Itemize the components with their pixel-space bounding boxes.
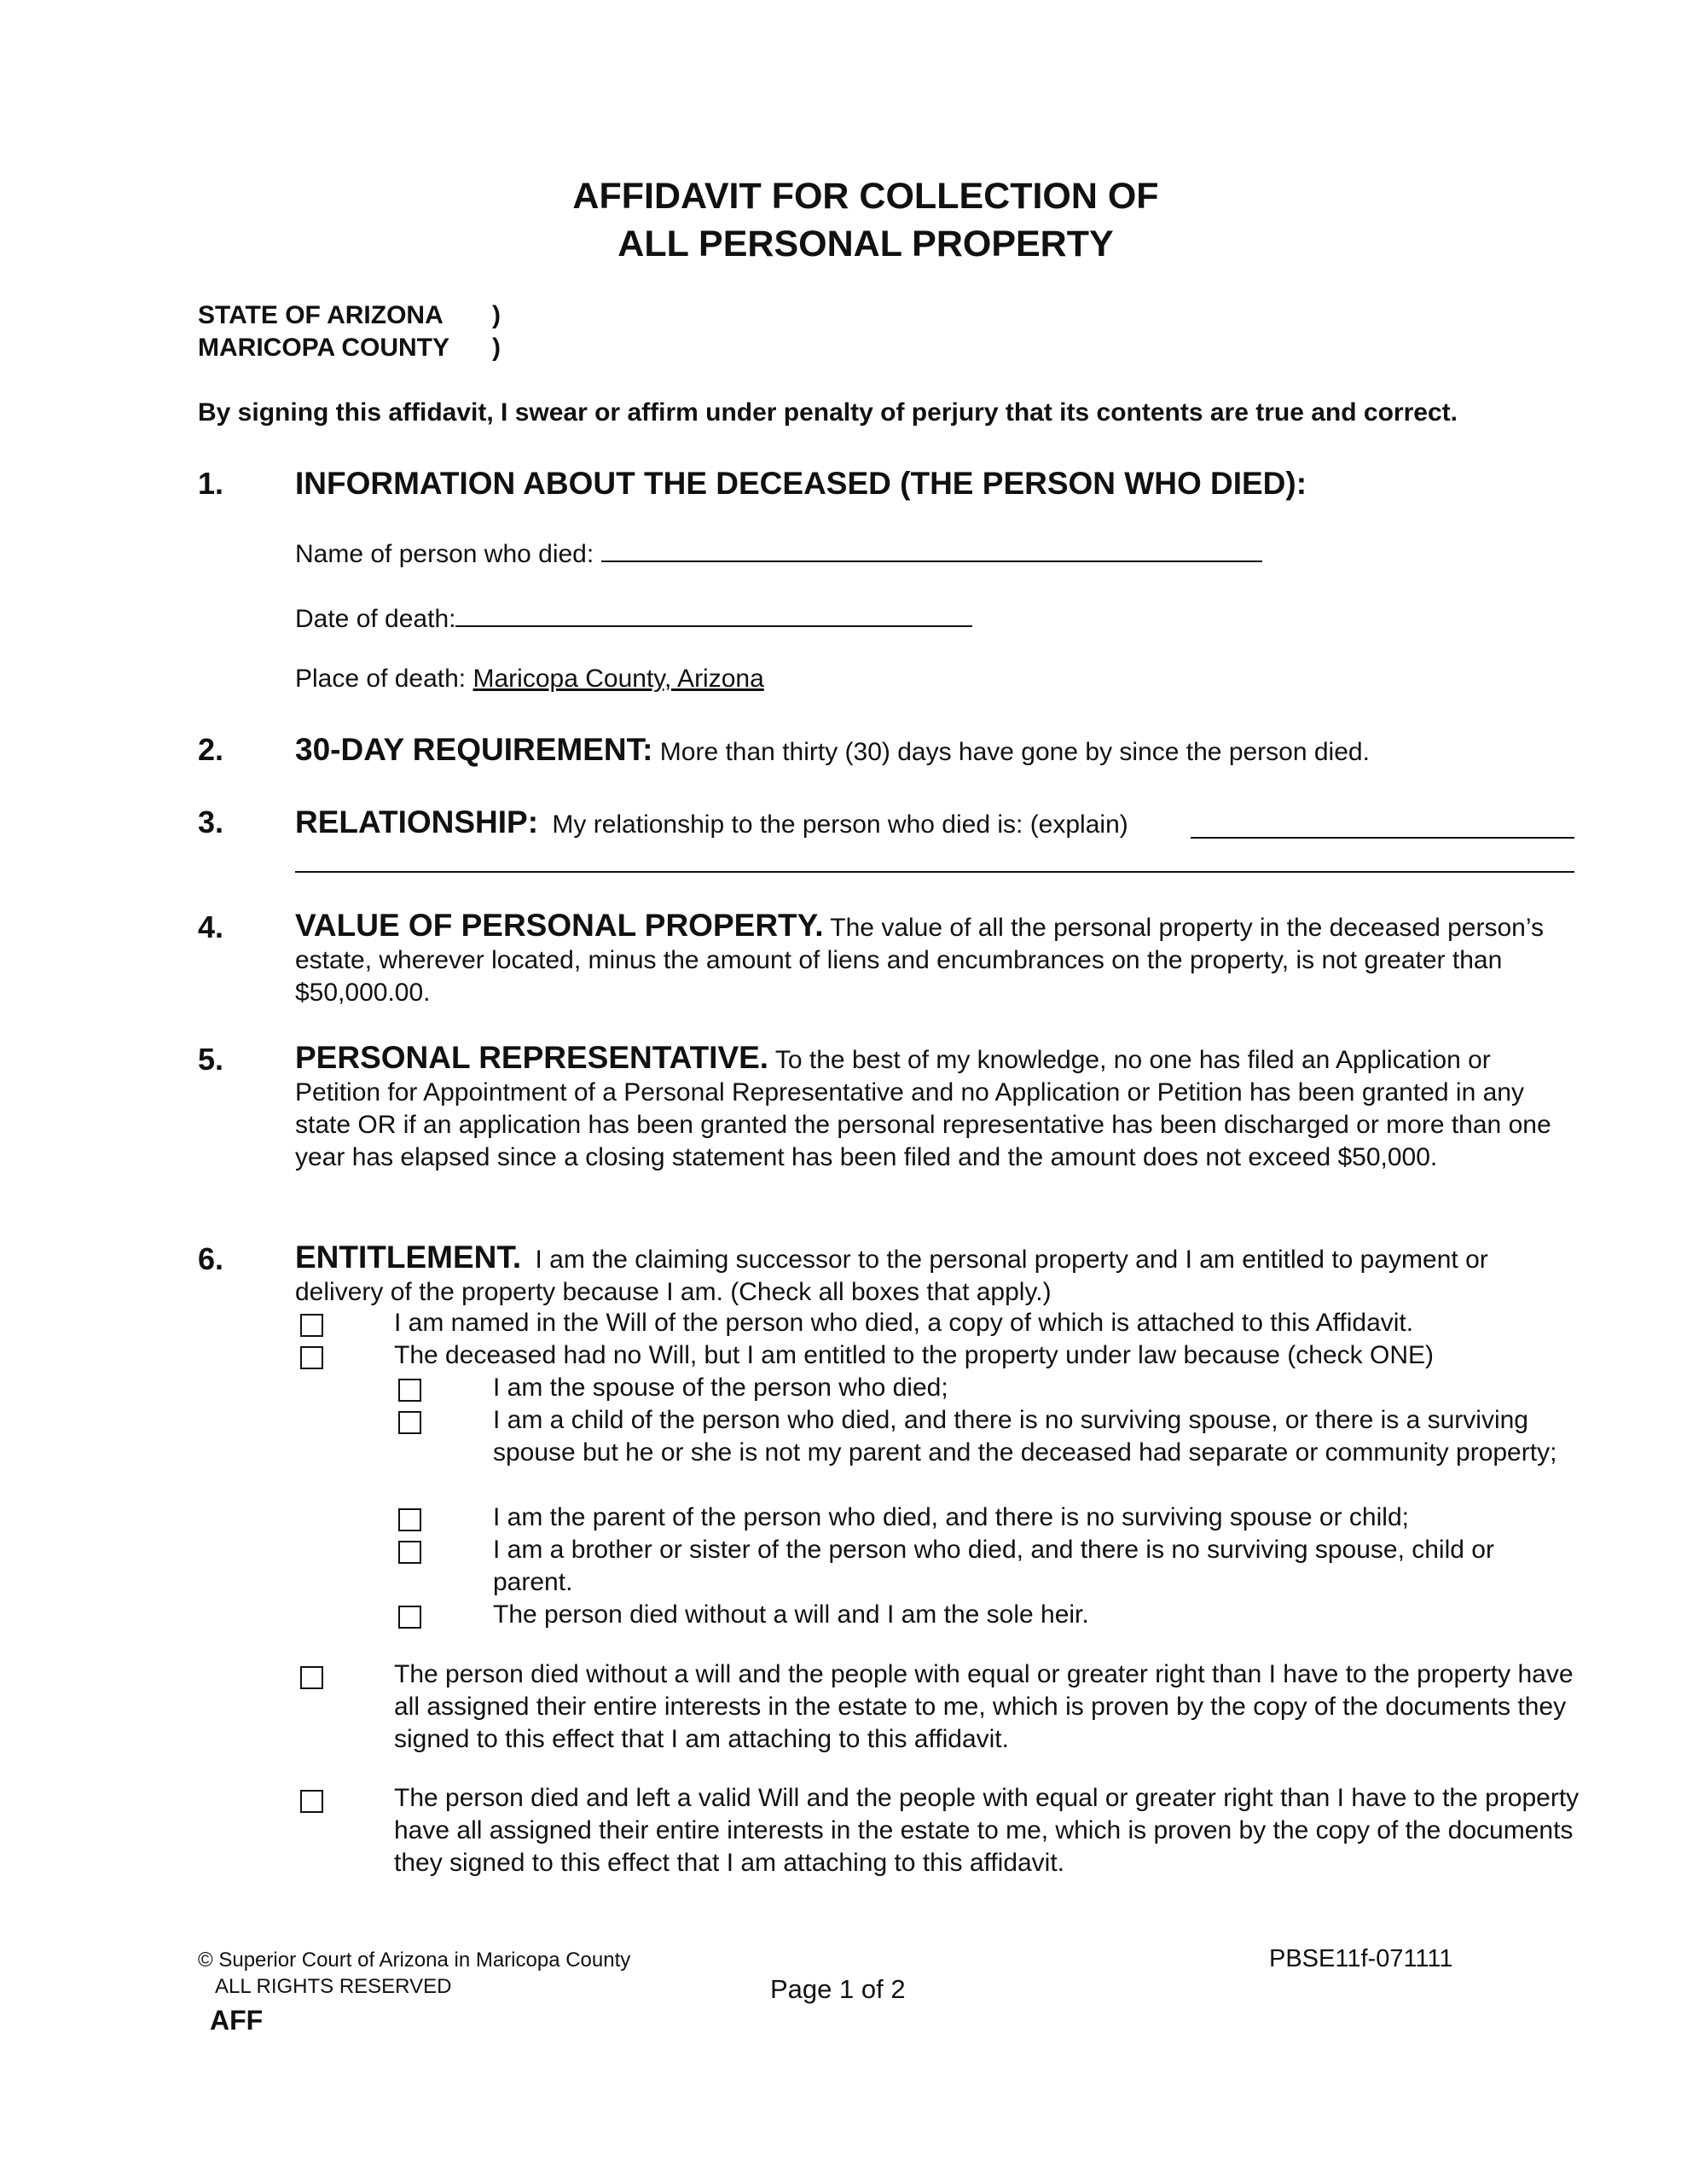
- footer-copyright: © Superior Court of Arizona in Maricopa County: [198, 1949, 631, 1972]
- checkbox-spouse[interactable]: [398, 1379, 421, 1402]
- section-6-paragraph: [295, 1241, 1574, 1309]
- title-line-2: ALL PERSONAL PROPERTY: [617, 224, 1114, 264]
- name-of-deceased-row: [295, 535, 1262, 569]
- date-of-death-label: Date of death:: [295, 605, 456, 633]
- oath-statement: By signing this affidavit, I swear or affirm under penalty of perjury that its contents are true and correct.: [198, 398, 1458, 427]
- option-sole-heir: The person died without a will and I am the sole heir.: [493, 1600, 1089, 1629]
- option-parent: I am the parent of the person who died, and there is no surviving spouse or child;: [493, 1503, 1409, 1531]
- option-named-in-will: I am named in the Will of the person who died, a copy of which is attached to this Affidavit.: [394, 1309, 1414, 1337]
- section-4-text: The value of all the personal property in the deceased person’s estate, wherever located, minus the amount of liens and encumbrances on the property, is not greater than $50,000.00.: [295, 914, 1544, 1007]
- name-of-deceased-label: Name of person who died:: [295, 540, 594, 568]
- section-5-heading: PERSONAL REPRESENTATIVE.: [295, 1040, 769, 1075]
- venue-paren: ): [492, 301, 501, 329]
- place-of-death-row: [295, 665, 764, 694]
- section-6-text: I am the claiming successor to the personal property and I am entitled to payment or delivery of the property because I am. (Check all boxes that apply.): [295, 1246, 1488, 1306]
- checkbox-no-will[interactable]: [300, 1346, 323, 1369]
- section-4-number: 4.: [198, 909, 224, 944]
- checkbox-named-in-will[interactable]: [300, 1314, 323, 1337]
- checkbox-sole-heir[interactable]: [398, 1606, 421, 1629]
- section-5-paragraph: [295, 1042, 1574, 1174]
- footer-form-number: PBSE11f-071111: [1269, 1945, 1453, 1972]
- venue-paren: ): [492, 334, 501, 362]
- checkbox-child[interactable]: [398, 1411, 421, 1434]
- place-of-death-value: Maricopa County, Arizona: [472, 665, 764, 693]
- section-1-number: 1.: [198, 466, 224, 501]
- section-2-number: 2.: [198, 732, 224, 767]
- section-4-heading: VALUE OF PERSONAL PROPERTY.: [295, 908, 824, 943]
- date-of-death-field[interactable]: [455, 600, 972, 627]
- section-3-text: My relationship to the person who died is: (explain): [552, 810, 1128, 839]
- section-5-number: 5.: [198, 1042, 224, 1077]
- relationship-field-line-1[interactable]: [1191, 837, 1574, 839]
- checkbox-parent[interactable]: [398, 1508, 421, 1531]
- venue-state: [198, 301, 501, 330]
- section-3-heading: RELATIONSHIP:: [295, 804, 539, 839]
- venue-county-label: MARICOPA COUNTY: [198, 334, 449, 362]
- footer-form-code: AFF: [210, 2005, 264, 2036]
- date-of-death-row: [295, 600, 972, 634]
- option-no-will: The deceased had no Will, but I am entitled to the property under law because (check ONE): [394, 1341, 1434, 1369]
- footer-rights: ALL RIGHTS RESERVED: [215, 1975, 452, 1998]
- place-of-death-label: Place of death:: [295, 665, 467, 693]
- section-2-heading: 30-DAY REQUIREMENT:: [295, 732, 653, 767]
- option-sibling: I am a brother or sister of the person who died, and there is no surviving spouse, child or parent.: [493, 1536, 1494, 1596]
- option-child: I am a child of the person who died, and there is no surviving spouse, or there is a surviving spouse but he or she is not my parent and the deceased had separate or community property;: [493, 1406, 1557, 1467]
- title-line-1: AFFIDAVIT FOR COLLECTION OF: [572, 176, 1159, 217]
- venue-state-label: STATE OF ARIZONA: [198, 301, 443, 329]
- checkbox-sibling[interactable]: [398, 1541, 421, 1564]
- section-3-row: [295, 804, 1128, 840]
- footer-page-number: Page 1 of 2: [770, 1974, 906, 2004]
- section-4-paragraph: [295, 909, 1574, 1009]
- section-3-number: 3.: [198, 804, 224, 839]
- option-will-assigned: The person died and left a valid Will and the people with equal or greater right than I have to the property have all assigned their entire interests in the estate to me, which is proven by the copy of the documents they signed to this effect that I am attaching to this affidavit.: [394, 1784, 1580, 1877]
- section-2-text: More than thirty (30) days have gone by since the person died.: [659, 738, 1370, 766]
- option-no-will-assigned: The person died without a will and the people with equal or greater right than I have to the property have all assigned their entire interests in the estate to me, which is proven by the copy of the documents they signed to this effect that I am attaching to this affidavit.: [394, 1660, 1574, 1753]
- section-2-row: [295, 732, 1370, 768]
- section-6-heading: ENTITLEMENT.: [295, 1240, 522, 1275]
- section-6-number: 6.: [198, 1241, 224, 1276]
- venue-county: [198, 334, 501, 363]
- relationship-field-line-2[interactable]: [295, 871, 1574, 873]
- option-spouse: I am the spouse of the person who died;: [493, 1374, 948, 1402]
- name-of-deceased-field[interactable]: [601, 535, 1262, 562]
- checkbox-no-will-assigned[interactable]: [300, 1666, 323, 1689]
- section-5-text: To the best of my knowledge, no one has filed an Application or Petition for Appointment of a Personal Representative and no Application or Petition has been granted in any state OR if an application has been granted the personal representative has been discharged or more than one year has elapsed since a closing statement has been filed and the amount does not exceed $50,000.: [295, 1046, 1551, 1171]
- section-1-heading: INFORMATION ABOUT THE DECEASED (THE PERSON WHO DIED):: [295, 466, 1307, 501]
- checkbox-will-assigned[interactable]: [300, 1790, 323, 1813]
